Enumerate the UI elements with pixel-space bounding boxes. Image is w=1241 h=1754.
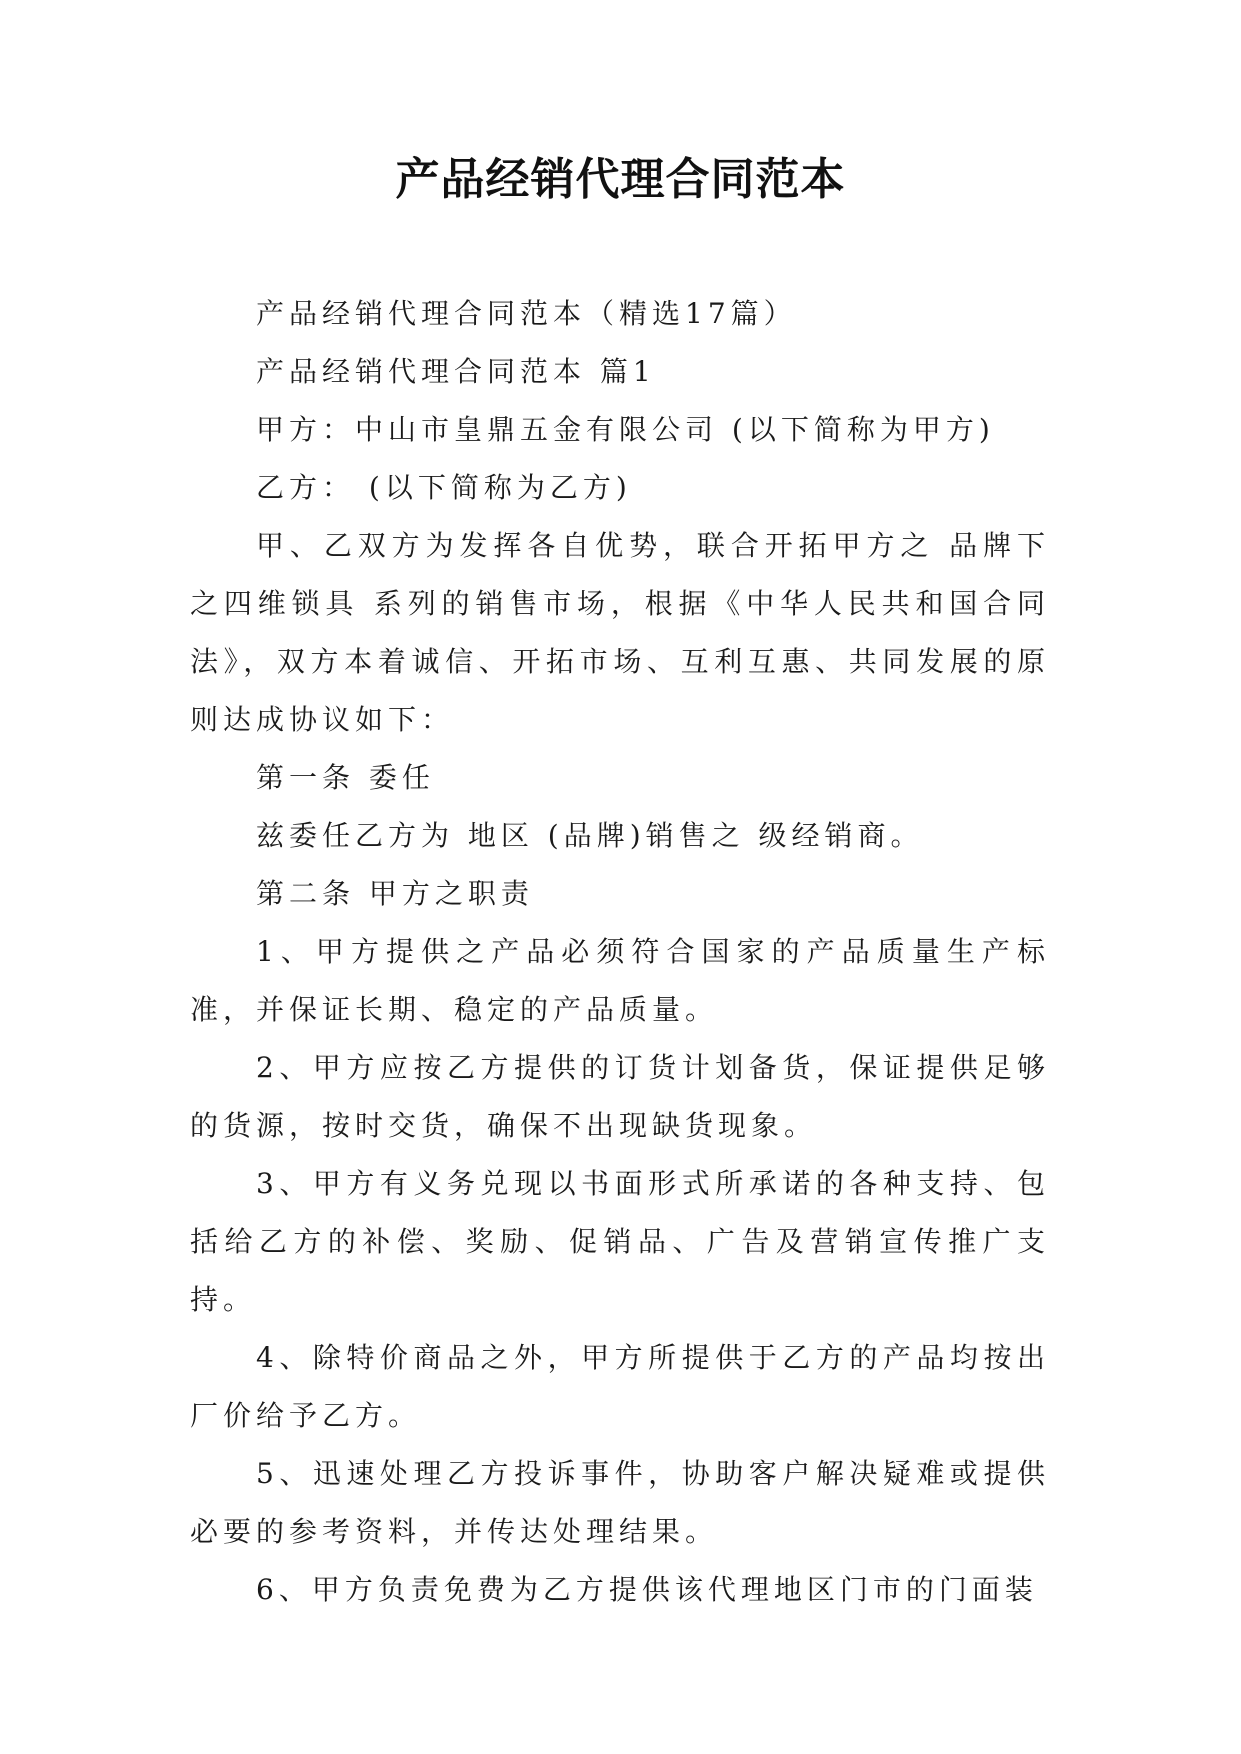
paragraph-clause-4: 4、除特价商品之外，甲方所提供于乙方的产品均按出厂价给予乙方。 (190, 1341, 1050, 1432)
document-title: 产品经销代理合同范本 (395, 154, 846, 205)
paragraph-party-a: 甲方：中山市皇鼎五金有限公司 (以下简称为甲方) (256, 413, 995, 446)
paragraph-party-b: 乙方： (以下简称为乙方) (256, 471, 632, 504)
paragraph-article-1-heading: 第一条 委任 (256, 761, 435, 794)
paragraph-article-2-heading: 第二条 甲方之职责 (256, 877, 534, 910)
paragraph-clause-6: 6、甲方负责免费为乙方提供该代理地区门市的门面装 (256, 1573, 1038, 1606)
paragraph-section-heading: 产品经销代理合同范本 篇1 (256, 355, 656, 388)
document-body (190, 285, 1050, 1619)
paragraph-article-1-body: 兹委任乙方为 地区 (品牌)销售之 级经销商。 (256, 819, 924, 852)
paragraph-subtitle: 产品经销代理合同范本（精选17篇） (256, 297, 797, 330)
paragraph-clause-1: 1、甲方提供之产品必须符合国家的产品质量生产标准，并保证长期、稳定的产品质量。 (190, 935, 1050, 1026)
paragraph-clause-5: 5、迅速处理乙方投诉事件，协助客户解决疑难或提供必要的参考资料，并传达处理结果。 (190, 1457, 1050, 1548)
paragraph-clause-3: 3、甲方有义务兑现以书面形式所承诺的各种支持、包括给乙方的补偿、奖励、促销品、广告及营销宣传推广支持。 (190, 1167, 1050, 1316)
paragraph-preamble: 甲、乙双方为发挥各自优势，联合开拓甲方之 品牌下之四维锁具 系列的销售市场，根据《中华人民共和国合同法》，双方本着诚信、开拓市场、互利互惠、共同发展的原则达成协议如下： (190, 529, 1050, 736)
paragraph-clause-2: 2、甲方应按乙方提供的订货计划备货，保证提供足够的货源，按时交货，确保不出现缺货现象。 (190, 1051, 1050, 1142)
